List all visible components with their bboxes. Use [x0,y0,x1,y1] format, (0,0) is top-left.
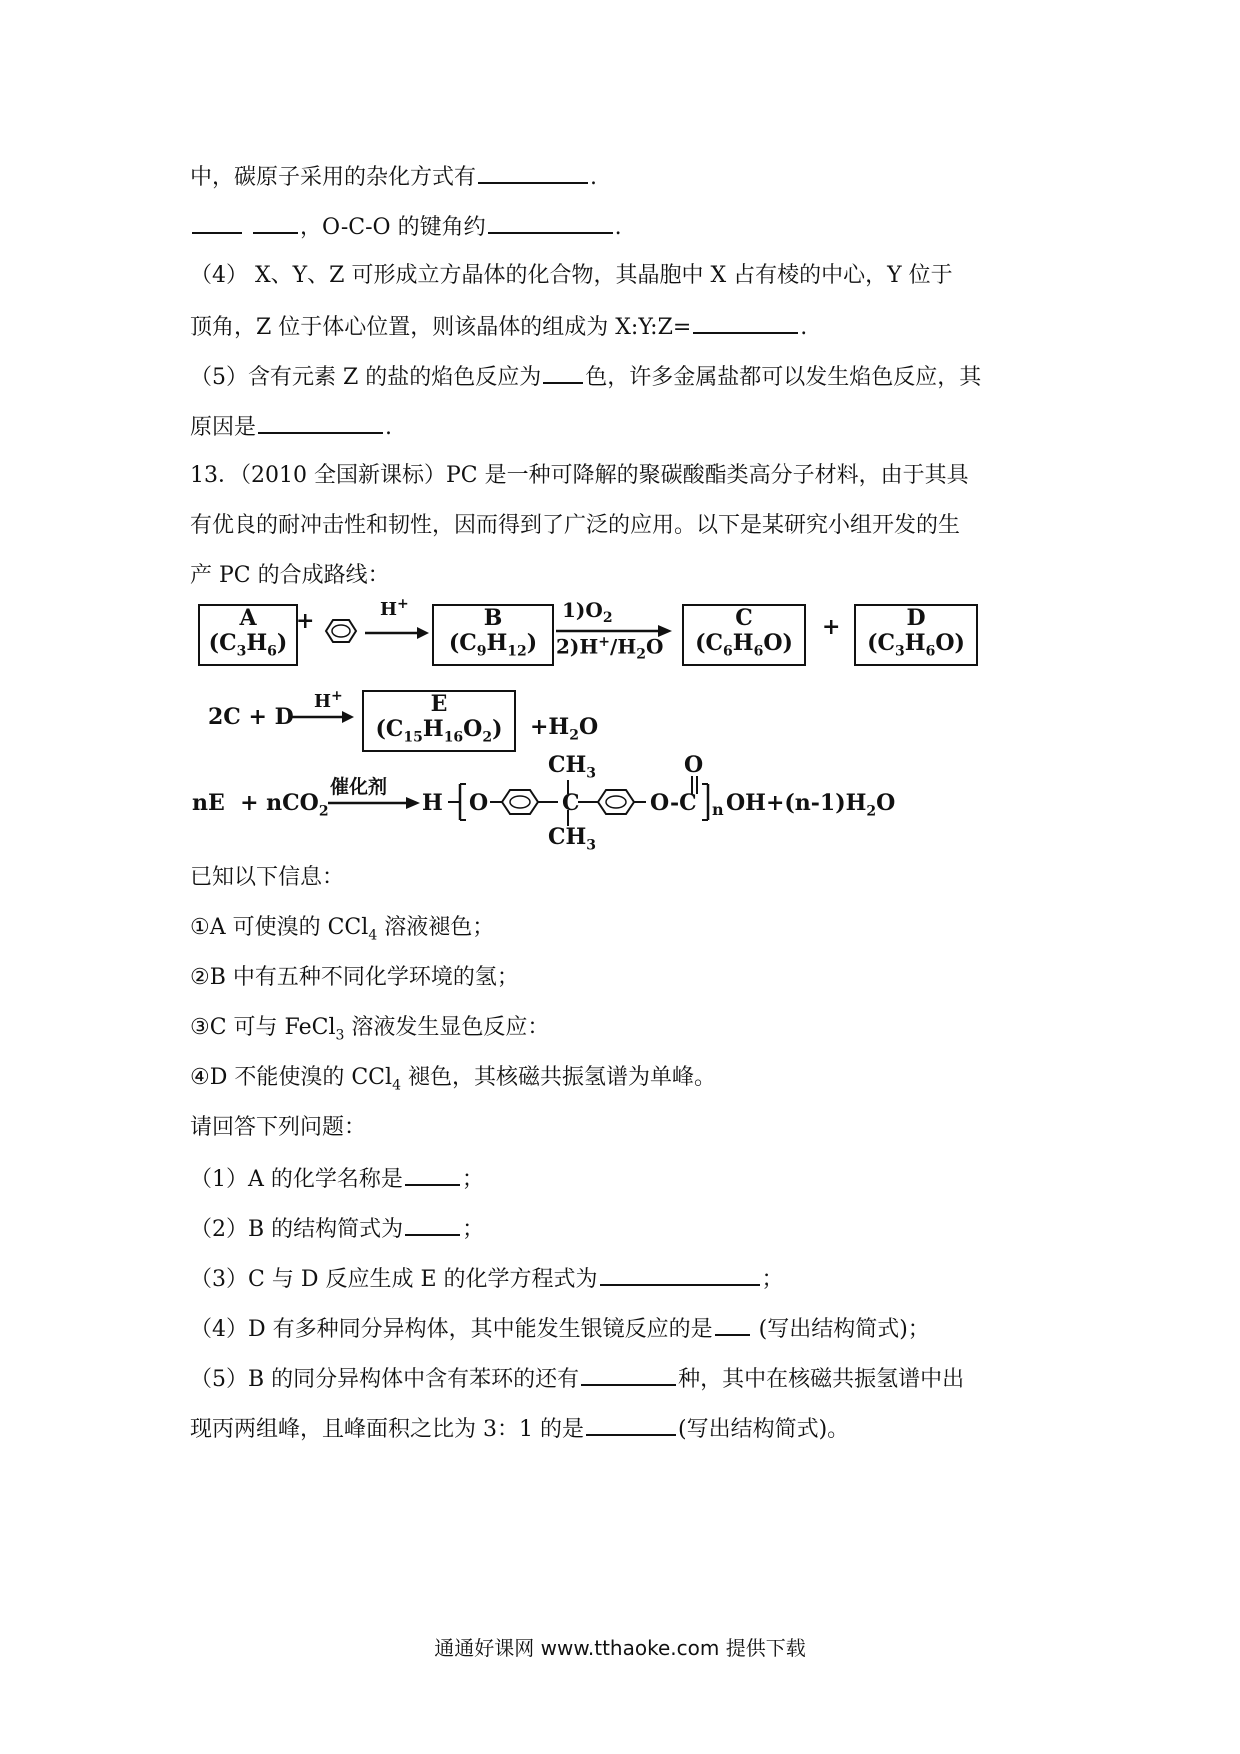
catalyst-label: 催化剂 [330,776,388,798]
formula-d: $(C_3H_6O)$ [867,630,965,660]
methyl-top: $CH_3$ [548,752,597,782]
question-1: （1）A 的化学名称是 ； [190,1164,484,1194]
polymer-end-products: $OH+(n-1)H_2O$ [726,790,896,820]
info-item-3: ③C 可与 FeCl$_3$ 溶液发生显色反应： [190,1015,550,1044]
methyl-bottom: $CH_3$ [548,824,597,854]
arrow-2-bottom-label: $2)H^+/H_2O$ [556,634,664,663]
text-line-1: 中，碳原子采用的杂化方式有 . [190,162,597,192]
polymerization-reactants: nE + nCO$_2$ [192,790,329,820]
question-5: （5）B 的同分异构体中含有苯环的还有 种，其中在核磁共振氢谱中出 [190,1364,964,1394]
question-2: （2）B 的结构简式为 ； [190,1214,484,1244]
compound-box-a: A $(C_3H_6)$ [198,604,298,666]
carbonyl-oxygen: O [684,752,704,778]
problem-13-line-2: 有优良的耐冲击性和韧性，因而得到了广泛的应用。以下是某研究小组开发的生 [190,513,961,538]
info-item-4: ④D 不能使溴的 CCl$_4$ 褪色，其核磁共振氢谱为单峰。 [190,1065,716,1094]
answer-blank[interactable] [715,1314,750,1336]
compound-box-b: B $(C_9H_{12})$ [432,604,554,666]
question-3: （3）C 与 D 反应生成 E 的化学方程式为 ； [190,1264,784,1294]
compound-box-e: E $(C_{15}H_{16}O_2)$ [362,690,516,752]
answer-blank[interactable] [405,1214,460,1236]
reactants-2c-d: 2C + D [208,704,294,730]
repeat-count-n: n [712,800,724,819]
polymer-oxygen: O [469,790,489,816]
formula-b: $(C_9H_{12})$ [448,630,538,660]
reaction-arrow-icon [292,710,354,724]
text-line-2: ，O-C-O 的键角约 . [190,212,622,242]
question-5-line-2: 原因是 . [190,412,392,442]
question-4: （4）D 有多种同分异构体，其中能发生银镜反应的是 (写出结构简式)； [190,1314,930,1344]
question-5-line-2: 现丙两组峰，且峰面积之比为 3：1 的是 (写出结构简式)。 [190,1414,849,1444]
arrow-3-label: H+ [314,688,343,712]
arrow-2-top-label: $1)O_2$ [562,598,613,626]
reaction-arrow-icon [328,796,420,810]
plus-sign: + [296,608,315,634]
answer-blank[interactable] [488,212,613,234]
question-4-line: （4） X、Y、Z 可形成立方晶体的化合物，其晶胞中 X 占有棱的中心，Y 位于 [190,263,953,288]
answer-blank[interactable] [258,412,383,434]
answer-blank[interactable] [543,362,583,384]
question-5-line: （5）含有元素 Z 的盐的焰色反应为 色，许多金属盐都可以发生焰色反应，其 [190,362,981,392]
answer-blank[interactable] [586,1414,676,1436]
quaternary-carbon: C [562,790,580,816]
formula-c: $(C_6H_6O)$ [695,630,793,660]
info-title: 已知以下信息： [190,865,345,890]
formula-a: $(C_3H_6)$ [208,630,288,660]
answer-blank[interactable] [581,1364,676,1386]
water-product: $+H_2O$ [530,714,599,744]
info-item-2: ②B 中有五种不同化学环境的氢； [190,965,519,990]
answer-blank[interactable] [405,1164,460,1186]
benzene-ring-icon [318,616,364,646]
question-4-line-2: 顶角，Z 位于体心位置，则该晶体的组成为 X:Y:Z= . [190,312,807,342]
questions-title: 请回答下列问题： [190,1115,367,1140]
footer-credit: 通通好课网 www.tthaoke.com 提供下载 [434,1636,806,1660]
problem-13-line-3: 产 PC 的合成路线： [190,563,390,588]
reaction-arrow-icon [365,626,429,640]
problem-13-line-1: 13．（2010 全国新课标）PC 是一种可降解的聚碳酸酯类高分子材料，由于其具 [190,463,969,488]
arrow-1-label: H+ [380,596,409,620]
answer-blank[interactable] [478,162,588,184]
info-item-1: ①A 可使溴的 CCl$_4$ 溶液褪色； [190,915,495,944]
compound-box-d: D $(C_3H_6O)$ [854,604,978,666]
formula-e: $(C_{15}H_{16}O_2)$ [375,716,503,746]
compound-box-c: C $(C_6H_6O)$ [682,604,806,666]
answer-blank[interactable] [693,312,798,334]
answer-blank[interactable] [192,212,242,234]
answer-blank[interactable] [253,212,298,234]
polymer-end-h: H [422,790,443,816]
plus-sign: + [822,614,841,640]
carbonate-group: O-C [650,790,697,816]
answer-blank[interactable] [600,1264,760,1286]
